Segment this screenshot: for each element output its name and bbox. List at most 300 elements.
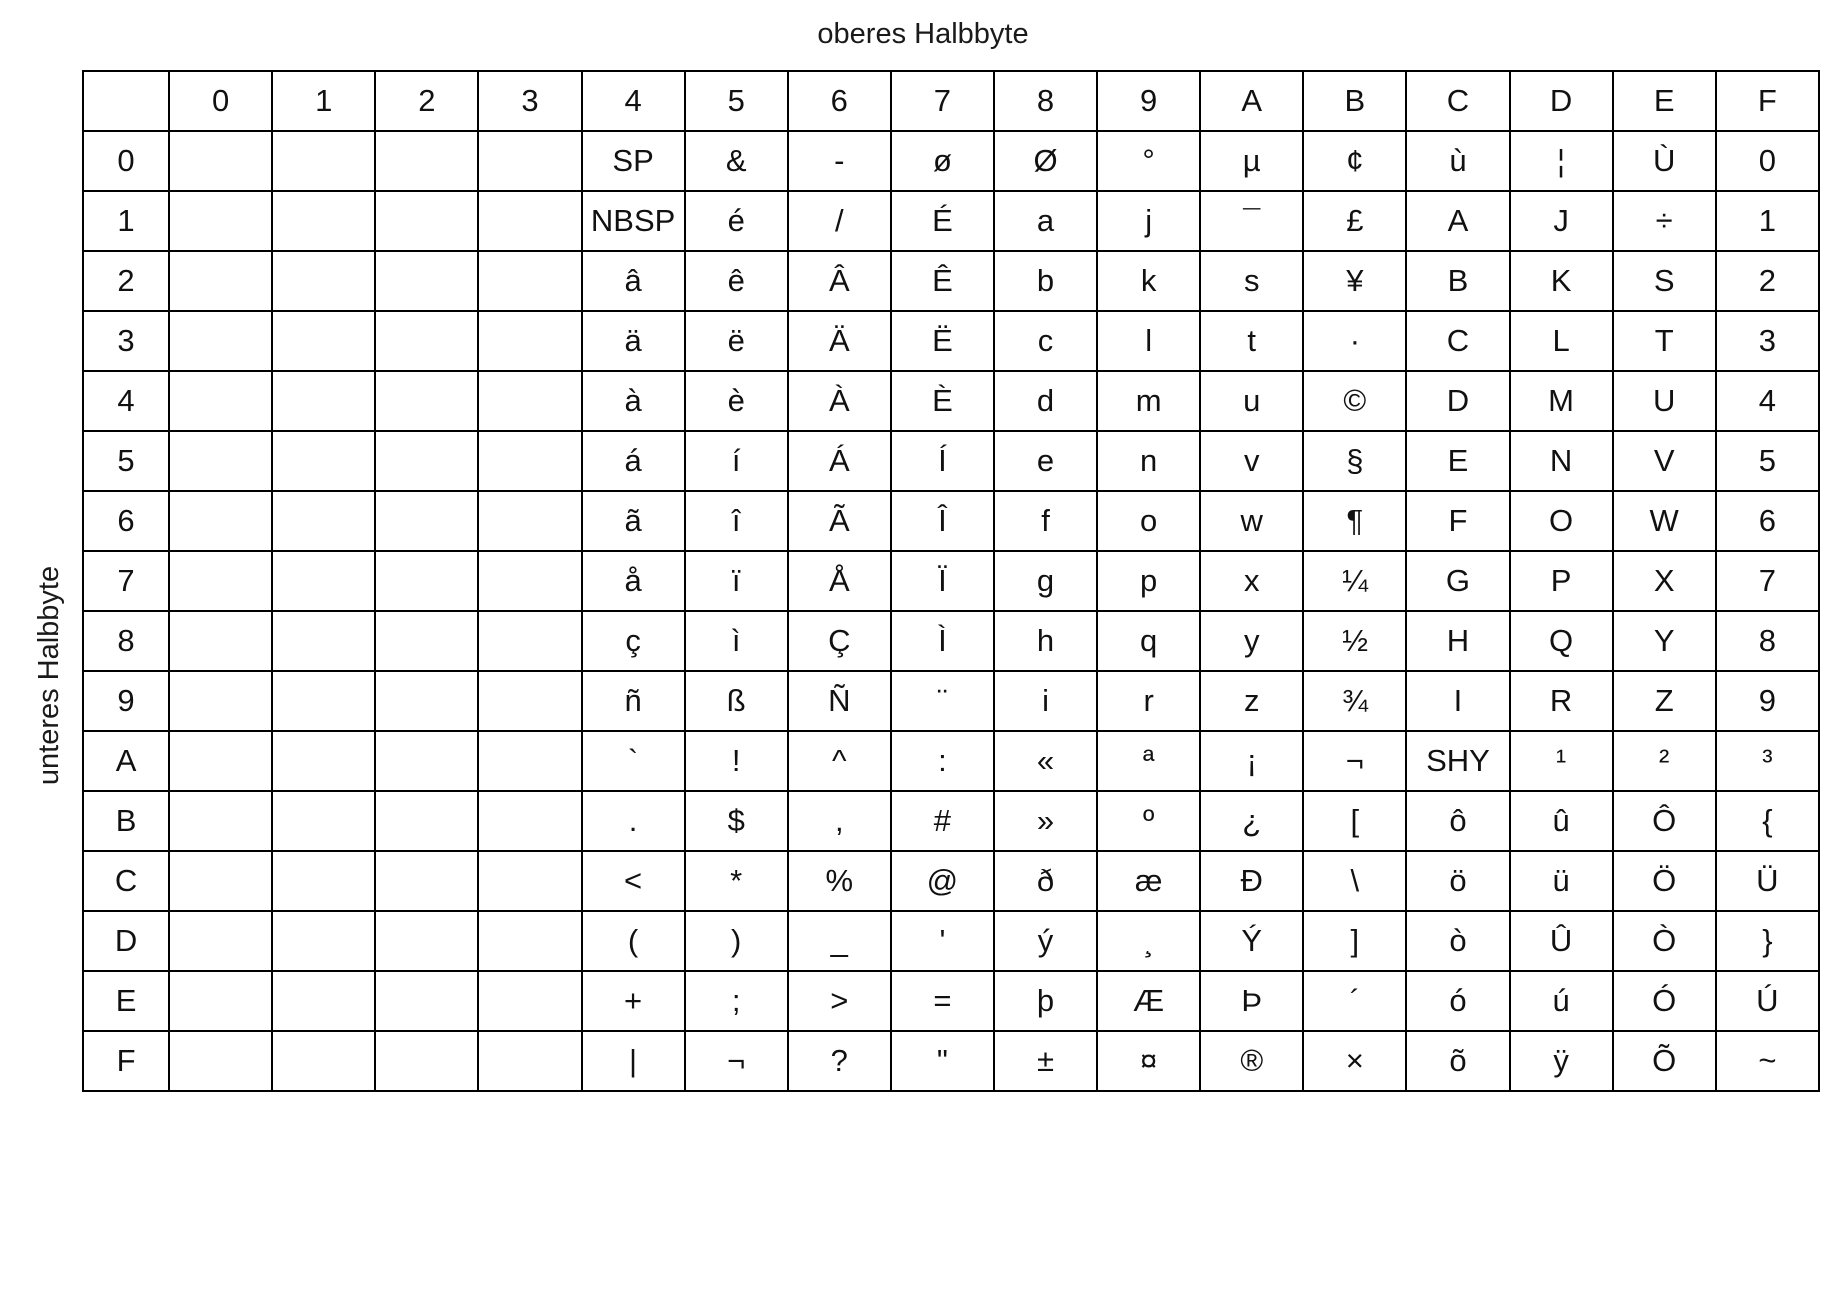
column-header: F: [1716, 71, 1819, 131]
row-header: 9: [83, 671, 169, 731]
char-cell: á: [582, 431, 685, 491]
char-cell: #: [891, 791, 994, 851]
char-cell: ñ: [582, 671, 685, 731]
char-cell: l: [1097, 311, 1200, 371]
char-cell: Ñ: [788, 671, 891, 731]
char-cell: «: [994, 731, 1097, 791]
char-cell: [375, 431, 478, 491]
char-cell: [478, 491, 581, 551]
char-cell: SP: [582, 131, 685, 191]
char-cell: ö: [1406, 851, 1509, 911]
char-cell: [169, 971, 272, 1031]
char-cell: B: [1406, 251, 1509, 311]
char-cell: [478, 371, 581, 431]
char-cell: [169, 671, 272, 731]
char-cell: u: [1200, 371, 1303, 431]
char-cell: Z: [1613, 671, 1716, 731]
char-cell: ?: [788, 1031, 891, 1091]
char-cell: x: [1200, 551, 1303, 611]
char-cell: ¶: [1303, 491, 1406, 551]
char-cell: 1: [1716, 191, 1819, 251]
column-header: 0: [169, 71, 272, 131]
char-cell: b: [994, 251, 1097, 311]
char-cell: v: [1200, 431, 1303, 491]
char-cell: [375, 731, 478, 791]
char-cell: [272, 191, 375, 251]
char-cell: [169, 251, 272, 311]
char-cell: .: [582, 791, 685, 851]
char-cell: [478, 1031, 581, 1091]
char-cell: [169, 791, 272, 851]
char-cell: ë: [685, 311, 788, 371]
char-cell: Û: [1510, 911, 1613, 971]
char-cell: ø: [891, 131, 994, 191]
char-cell: +: [582, 971, 685, 1031]
row-header: C: [83, 851, 169, 911]
row-header: 0: [83, 131, 169, 191]
char-cell: [375, 311, 478, 371]
char-cell: t: [1200, 311, 1303, 371]
char-cell: í: [685, 431, 788, 491]
char-cell: m: [1097, 371, 1200, 431]
char-cell: [478, 311, 581, 371]
char-cell: [375, 611, 478, 671]
column-header: 6: [788, 71, 891, 131]
char-cell: ¬: [1303, 731, 1406, 791]
char-cell: [375, 1031, 478, 1091]
char-cell: [169, 851, 272, 911]
char-cell: z: [1200, 671, 1303, 731]
char-cell: ß: [685, 671, 788, 731]
char-cell: 3: [1716, 311, 1819, 371]
char-cell: ¦: [1510, 131, 1613, 191]
char-cell: }: [1716, 911, 1819, 971]
char-cell: n: [1097, 431, 1200, 491]
char-cell: 2: [1716, 251, 1819, 311]
char-cell: æ: [1097, 851, 1200, 911]
char-cell: V: [1613, 431, 1716, 491]
char-cell: â: [582, 251, 685, 311]
row-header: 5: [83, 431, 169, 491]
char-cell: ~: [1716, 1031, 1819, 1091]
char-cell: X: [1613, 551, 1716, 611]
char-cell: [272, 491, 375, 551]
char-cell: Q: [1510, 611, 1613, 671]
char-cell: [169, 731, 272, 791]
char-cell: ð: [994, 851, 1097, 911]
char-cell: ¯: [1200, 191, 1303, 251]
char-cell: I: [1406, 671, 1509, 731]
char-cell: j: [1097, 191, 1200, 251]
char-cell: ©: [1303, 371, 1406, 431]
column-header: 5: [685, 71, 788, 131]
char-cell: S: [1613, 251, 1716, 311]
char-cell: O: [1510, 491, 1613, 551]
char-cell: [272, 551, 375, 611]
char-cell: [272, 371, 375, 431]
char-cell: [375, 791, 478, 851]
char-cell: º: [1097, 791, 1200, 851]
char-cell: NBSP: [582, 191, 685, 251]
char-cell: å: [582, 551, 685, 611]
char-cell: Ä: [788, 311, 891, 371]
char-cell: È: [891, 371, 994, 431]
row-header: 3: [83, 311, 169, 371]
table-head: [83, 71, 1819, 131]
char-cell: W: [1613, 491, 1716, 551]
char-cell: /: [788, 191, 891, 251]
char-cell: É: [891, 191, 994, 251]
row-header: B: [83, 791, 169, 851]
char-cell: [478, 131, 581, 191]
table-row: [83, 491, 1819, 551]
char-cell: 6: [1716, 491, 1819, 551]
char-cell: E: [1406, 431, 1509, 491]
char-cell: y: [1200, 611, 1303, 671]
char-cell: ÿ: [1510, 1031, 1613, 1091]
table-row: [83, 611, 1819, 671]
char-cell: Þ: [1200, 971, 1303, 1031]
char-cell: [169, 371, 272, 431]
char-cell: !: [685, 731, 788, 791]
char-cell: [478, 671, 581, 731]
char-cell: &: [685, 131, 788, 191]
char-cell: -: [788, 131, 891, 191]
char-cell: [169, 191, 272, 251]
char-cell: r: [1097, 671, 1200, 731]
char-cell: Ì: [891, 611, 994, 671]
char-cell: ¡: [1200, 731, 1303, 791]
row-header: 8: [83, 611, 169, 671]
char-cell: ò: [1406, 911, 1509, 971]
corner-cell: [83, 71, 169, 131]
column-header-row: [83, 71, 1819, 131]
char-cell: h: [994, 611, 1097, 671]
table-row: [83, 311, 1819, 371]
char-cell: Ü: [1716, 851, 1819, 911]
char-cell: a: [994, 191, 1097, 251]
char-cell: K: [1510, 251, 1613, 311]
char-cell: ÷: [1613, 191, 1716, 251]
table-row: [83, 671, 1819, 731]
char-cell: k: [1097, 251, 1200, 311]
char-cell: (: [582, 911, 685, 971]
char-cell: [272, 1031, 375, 1091]
char-cell: Í: [891, 431, 994, 491]
char-cell: U: [1613, 371, 1716, 431]
char-cell: ù: [1406, 131, 1509, 191]
char-cell: >: [788, 971, 891, 1031]
char-cell: H: [1406, 611, 1509, 671]
char-cell: [169, 311, 272, 371]
char-cell: q: [1097, 611, 1200, 671]
char-cell: ¸: [1097, 911, 1200, 971]
char-cell: ^: [788, 731, 891, 791]
char-cell: `: [582, 731, 685, 791]
char-cell: [169, 431, 272, 491]
table-row: [83, 851, 1819, 911]
table-row: [83, 251, 1819, 311]
char-cell: D: [1406, 371, 1509, 431]
char-cell: à: [582, 371, 685, 431]
char-cell: ï: [685, 551, 788, 611]
char-cell: [272, 791, 375, 851]
char-cell: [375, 971, 478, 1031]
column-header: B: [1303, 71, 1406, 131]
char-cell: [478, 431, 581, 491]
char-cell: f: [994, 491, 1097, 551]
char-cell: û: [1510, 791, 1613, 851]
char-cell: [478, 731, 581, 791]
row-header: 6: [83, 491, 169, 551]
char-cell: [272, 611, 375, 671]
char-cell: i: [994, 671, 1097, 731]
char-cell: [272, 971, 375, 1031]
column-header: E: [1613, 71, 1716, 131]
char-cell: ä: [582, 311, 685, 371]
char-cell: ç: [582, 611, 685, 671]
char-cell: G: [1406, 551, 1509, 611]
char-cell: ': [891, 911, 994, 971]
char-cell: [375, 851, 478, 911]
char-cell: [272, 911, 375, 971]
char-cell: {: [1716, 791, 1819, 851]
char-cell: [272, 311, 375, 371]
char-cell: [169, 1031, 272, 1091]
char-cell: [272, 731, 375, 791]
char-cell: Ó: [1613, 971, 1716, 1031]
column-header: A: [1200, 71, 1303, 131]
char-cell: ¢: [1303, 131, 1406, 191]
char-cell: @: [891, 851, 994, 911]
char-cell: 9: [1716, 671, 1819, 731]
table-row: [83, 551, 1819, 611]
char-cell: 0: [1716, 131, 1819, 191]
table-row: [83, 971, 1819, 1031]
char-cell: [478, 851, 581, 911]
char-cell: ,: [788, 791, 891, 851]
char-cell: d: [994, 371, 1097, 431]
char-cell: Á: [788, 431, 891, 491]
column-header: C: [1406, 71, 1509, 131]
row-header: 7: [83, 551, 169, 611]
column-header: 7: [891, 71, 994, 131]
row-header: A: [83, 731, 169, 791]
char-cell: [169, 551, 272, 611]
char-cell: 7: [1716, 551, 1819, 611]
char-cell: ³: [1716, 731, 1819, 791]
char-cell: ê: [685, 251, 788, 311]
char-cell: ¤: [1097, 1031, 1200, 1091]
char-cell: §: [1303, 431, 1406, 491]
char-cell: Ë: [891, 311, 994, 371]
char-cell: Ú: [1716, 971, 1819, 1031]
char-cell: »: [994, 791, 1097, 851]
char-cell: c: [994, 311, 1097, 371]
char-cell: ¼: [1303, 551, 1406, 611]
char-cell: A: [1406, 191, 1509, 251]
char-cell: þ: [994, 971, 1097, 1031]
column-header: D: [1510, 71, 1613, 131]
character-table-container: [82, 70, 1820, 1092]
char-cell: ì: [685, 611, 788, 671]
char-cell: õ: [1406, 1031, 1509, 1091]
table-row: [83, 1031, 1819, 1091]
char-cell: ó: [1406, 971, 1509, 1031]
left-axis-label-container: [20, 70, 80, 1280]
row-header: D: [83, 911, 169, 971]
column-header: 4: [582, 71, 685, 131]
char-cell: [375, 251, 478, 311]
char-cell: [478, 791, 581, 851]
char-cell: g: [994, 551, 1097, 611]
char-cell: ¾: [1303, 671, 1406, 731]
table-body: [83, 131, 1819, 1091]
char-cell: w: [1200, 491, 1303, 551]
char-cell: °: [1097, 131, 1200, 191]
char-cell: [478, 611, 581, 671]
char-cell: [478, 911, 581, 971]
char-cell: £: [1303, 191, 1406, 251]
char-cell: [272, 851, 375, 911]
char-cell: Ï: [891, 551, 994, 611]
char-cell: [375, 911, 478, 971]
char-cell: [169, 911, 272, 971]
char-cell: $: [685, 791, 788, 851]
char-cell: Î: [891, 491, 994, 551]
column-header: 1: [272, 71, 375, 131]
char-cell: M: [1510, 371, 1613, 431]
table-row: [83, 371, 1819, 431]
char-cell: ý: [994, 911, 1097, 971]
char-cell: [478, 251, 581, 311]
char-cell: [272, 431, 375, 491]
char-cell: [272, 251, 375, 311]
char-cell: Ù: [1613, 131, 1716, 191]
char-cell: P: [1510, 551, 1613, 611]
char-cell: è: [685, 371, 788, 431]
char-cell: N: [1510, 431, 1613, 491]
char-cell: ´: [1303, 971, 1406, 1031]
char-cell: Å: [788, 551, 891, 611]
char-cell: Ö: [1613, 851, 1716, 911]
char-cell: ¿: [1200, 791, 1303, 851]
char-cell: [478, 551, 581, 611]
char-cell: <: [582, 851, 685, 911]
char-cell: ®: [1200, 1031, 1303, 1091]
char-cell: [375, 671, 478, 731]
char-cell: Ò: [1613, 911, 1716, 971]
char-cell: T: [1613, 311, 1716, 371]
char-cell: o: [1097, 491, 1200, 551]
char-cell: 8: [1716, 611, 1819, 671]
char-cell: ²: [1613, 731, 1716, 791]
column-header: 9: [1097, 71, 1200, 131]
char-cell: [: [1303, 791, 1406, 851]
char-cell: \: [1303, 851, 1406, 911]
char-cell: Â: [788, 251, 891, 311]
char-cell: Y: [1613, 611, 1716, 671]
table-row: [83, 431, 1819, 491]
char-cell: %: [788, 851, 891, 911]
column-header: 3: [478, 71, 581, 131]
char-cell: ¥: [1303, 251, 1406, 311]
char-cell: ·: [1303, 311, 1406, 371]
row-header: 2: [83, 251, 169, 311]
table-row: [83, 911, 1819, 971]
char-cell: ô: [1406, 791, 1509, 851]
char-cell: [375, 491, 478, 551]
char-cell: ±: [994, 1031, 1097, 1091]
char-cell: ü: [1510, 851, 1613, 911]
char-cell: e: [994, 431, 1097, 491]
char-cell: *: [685, 851, 788, 911]
char-cell: Ê: [891, 251, 994, 311]
char-cell: Ô: [1613, 791, 1716, 851]
char-cell: î: [685, 491, 788, 551]
char-cell: ¹: [1510, 731, 1613, 791]
char-cell: ": [891, 1031, 994, 1091]
char-cell: é: [685, 191, 788, 251]
char-cell: R: [1510, 671, 1613, 731]
char-cell: |: [582, 1031, 685, 1091]
char-cell: [169, 491, 272, 551]
table-row: [83, 731, 1819, 791]
table-row: [83, 131, 1819, 191]
char-cell: ¨: [891, 671, 994, 731]
column-header: 8: [994, 71, 1097, 131]
char-cell: ): [685, 911, 788, 971]
char-cell: µ: [1200, 131, 1303, 191]
char-cell: ã: [582, 491, 685, 551]
char-cell: Ã: [788, 491, 891, 551]
char-cell: Æ: [1097, 971, 1200, 1031]
row-header: 4: [83, 371, 169, 431]
char-cell: :: [891, 731, 994, 791]
char-cell: C: [1406, 311, 1509, 371]
char-cell: ª: [1097, 731, 1200, 791]
char-cell: ½: [1303, 611, 1406, 671]
column-header: 2: [375, 71, 478, 131]
char-cell: ¬: [685, 1031, 788, 1091]
char-cell: À: [788, 371, 891, 431]
character-table: [82, 70, 1820, 1092]
char-cell: [478, 971, 581, 1031]
char-cell: _: [788, 911, 891, 971]
char-cell: Ý: [1200, 911, 1303, 971]
char-cell: [169, 131, 272, 191]
char-cell: 5: [1716, 431, 1819, 491]
row-header: E: [83, 971, 169, 1031]
char-cell: p: [1097, 551, 1200, 611]
char-cell: [169, 611, 272, 671]
char-cell: [478, 191, 581, 251]
char-cell: F: [1406, 491, 1509, 551]
char-cell: =: [891, 971, 994, 1031]
char-cell: [375, 551, 478, 611]
char-cell: Ð: [1200, 851, 1303, 911]
char-cell: J: [1510, 191, 1613, 251]
char-cell: L: [1510, 311, 1613, 371]
top-axis-label: oberes Halbbyte: [817, 18, 1029, 50]
table-row: [83, 191, 1819, 251]
char-cell: ×: [1303, 1031, 1406, 1091]
char-cell: ;: [685, 971, 788, 1031]
char-cell: [272, 131, 375, 191]
row-header: 1: [83, 191, 169, 251]
table-row: [83, 791, 1819, 851]
char-cell: Ç: [788, 611, 891, 671]
